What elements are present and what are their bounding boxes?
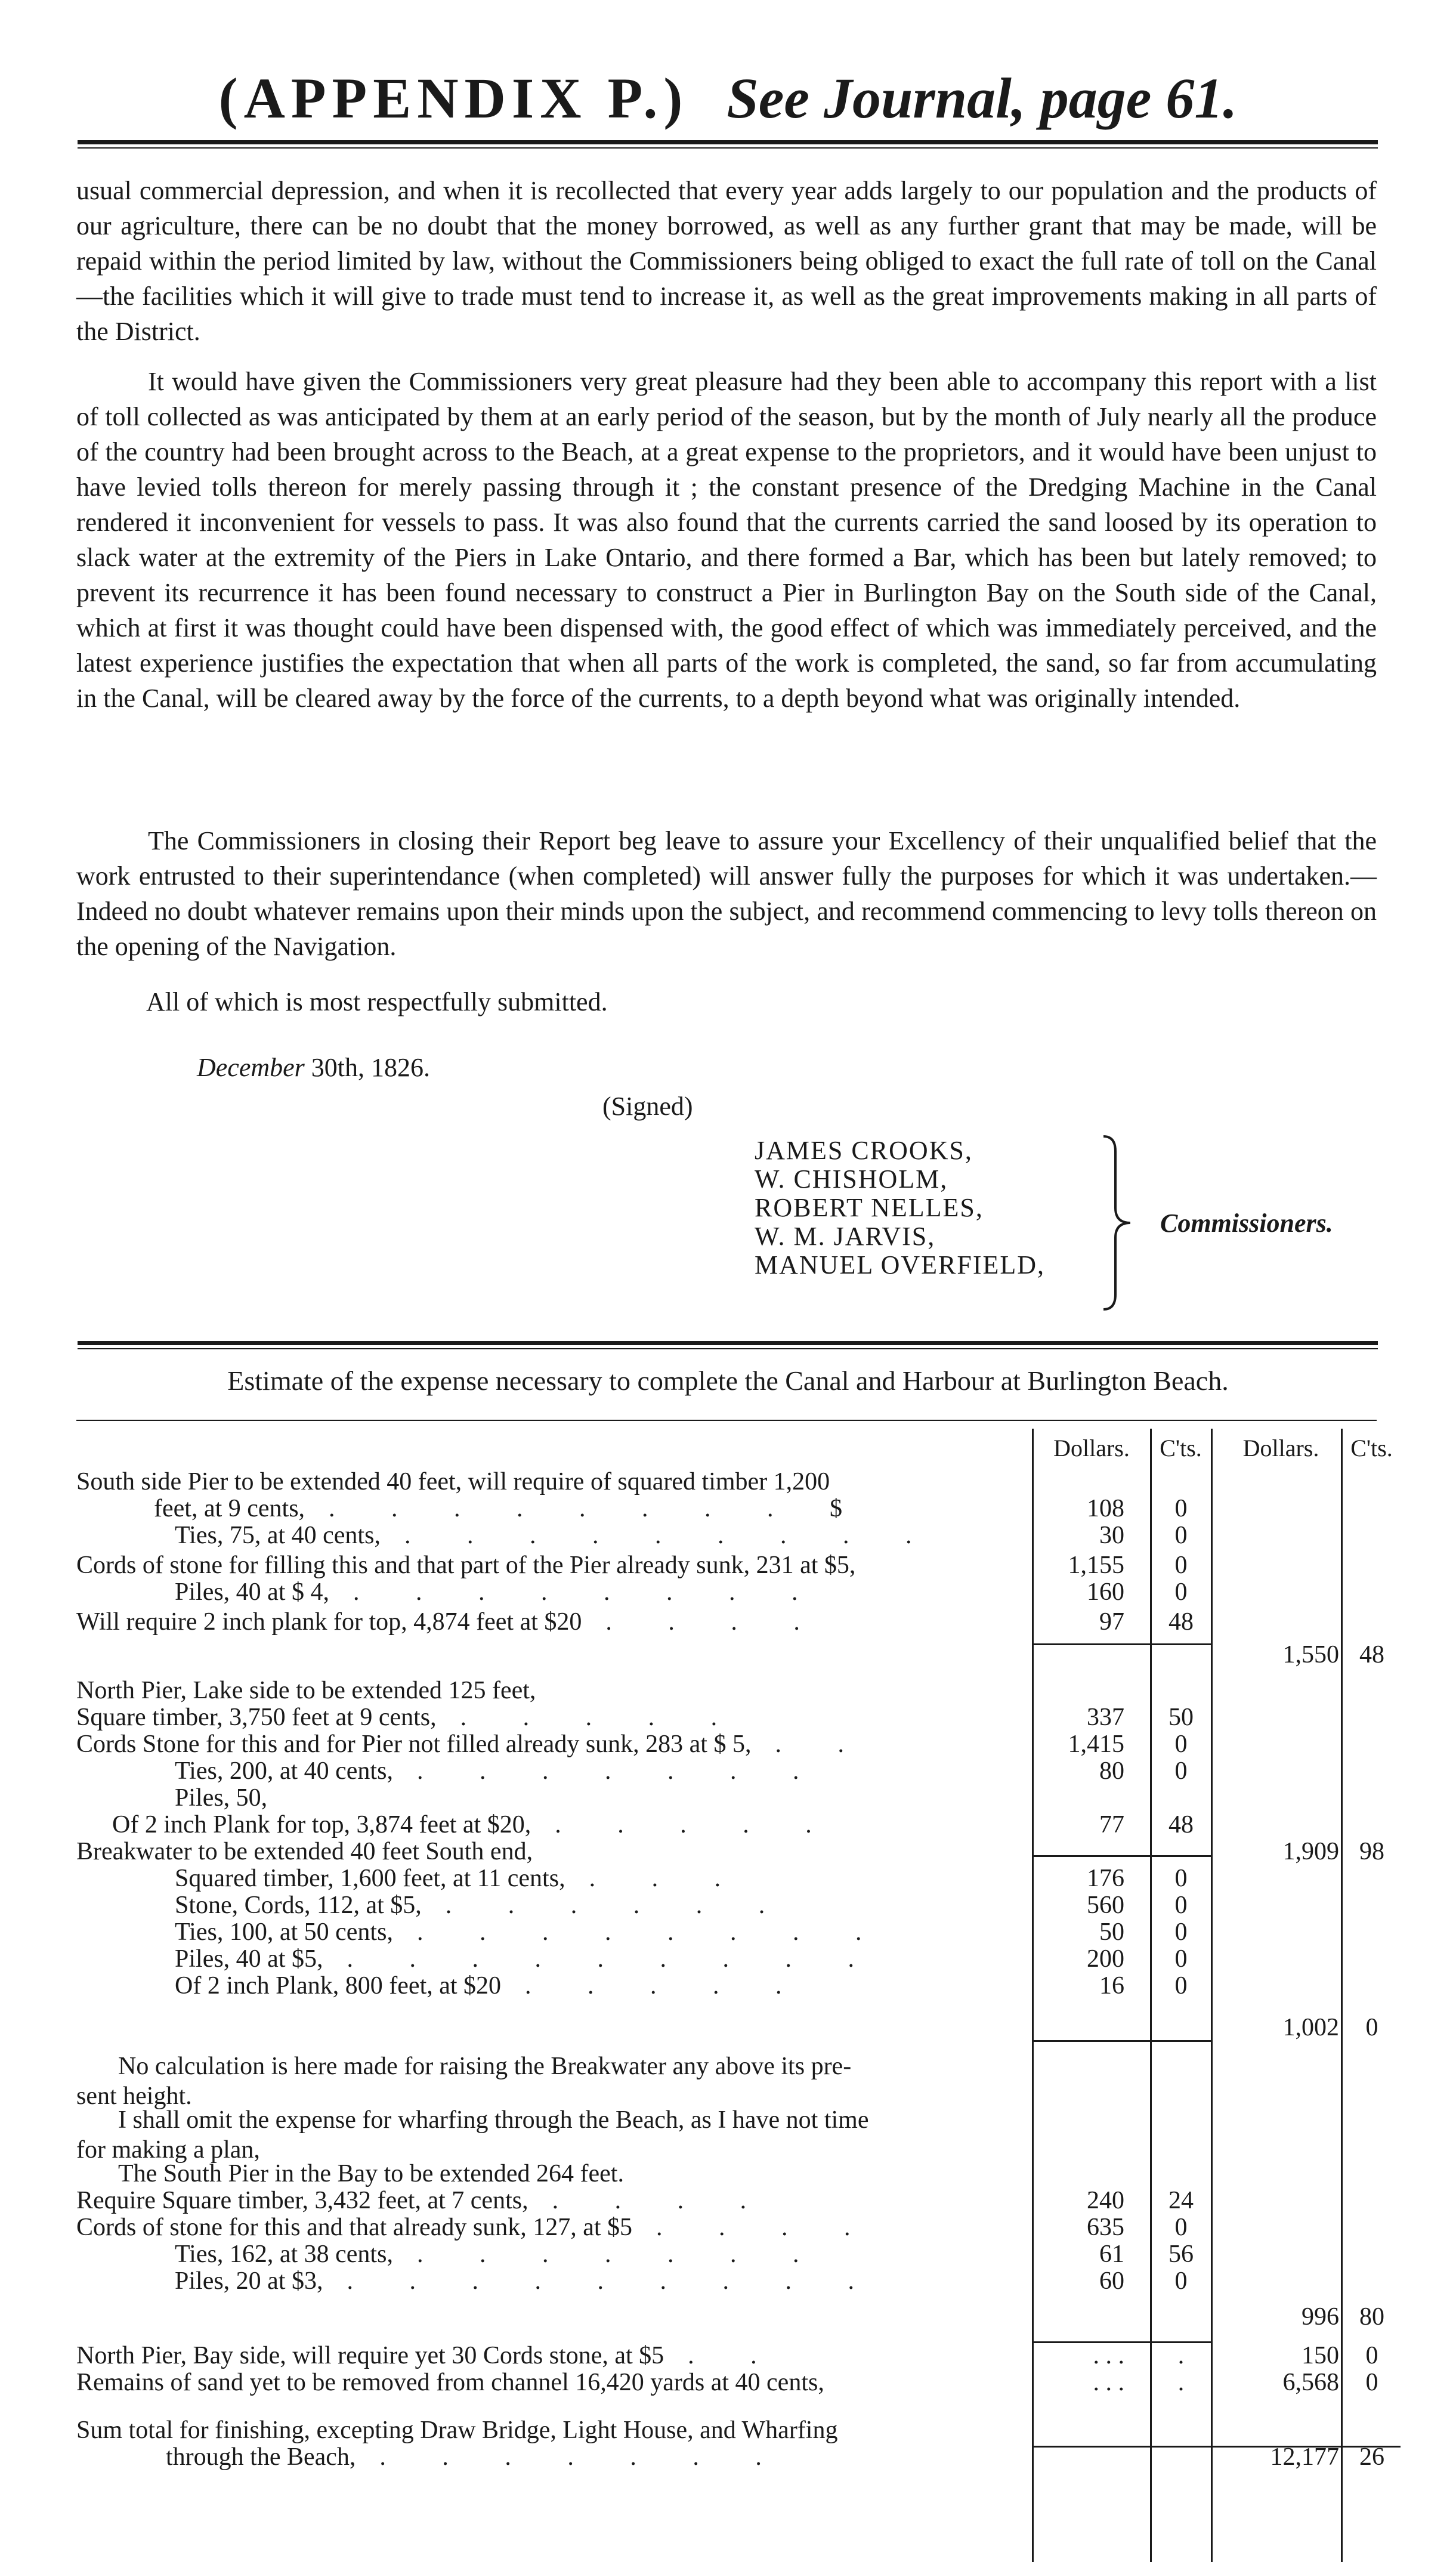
estimate-cell-dollars-1: 60: [1099, 2267, 1124, 2295]
estimate-cell-cents-2: 0: [1365, 2369, 1378, 2396]
estimate-cell-dollars-1: 80: [1099, 1757, 1124, 1785]
row-text: Sum total for finishing, excepting Draw Bridge, Light House, and Wharfing: [76, 2417, 838, 2444]
estimate-cell-cents-1: 0: [1174, 1945, 1188, 1973]
subtotal-rule: [1032, 1855, 1211, 1857]
estimate-cell-cents-1: 24: [1168, 2187, 1194, 2214]
estimate-row-description: [76, 1467, 1019, 1496]
estimate-cell-dollars-1: . . .: [1093, 2369, 1124, 2396]
estimate-cell-dollars-2: 12,177: [1270, 2443, 1339, 2471]
estimate-cell-cents-1: 0: [1174, 1865, 1188, 1892]
row-text: Of 2 inch Plank for top, 3,874 feet at $20,: [112, 1811, 531, 1838]
row-text: Cords of stone for this and that already sunk, 127, at $5: [76, 2214, 632, 2241]
paragraph-2: It would have given the Commissioners very great pleasure had they been able to accompany this report with a list of toll collected as was anticipated by them at an early period of the season, but by the month of July nearly all the produce of the country had been brought across to the Beach, at a great expense to the proprietors, and it would have been unjust to have levied tolls thereon for merely passing through it ; the constant presence of the Dredging Machine in the Canal rendered it inconvenient for vessels to pass. It was also found that the currents carried the sand loosed by its operation to slack water at the extremity of the Piers in Lake Ontario, and there formed a Bar, which has been but lately removed; to prevent its recurrence it has been found necessary to construct a Pier in Burlington Bay on the South side of the Canal, which at first it was thought could have been dispensed with, the good effect of which was immediately perceived, and the latest experience justifies the expectation that when all parts of the work is completed, the sand, so far from accumulating in the Canal, will be cleared away by the force of the currents, to a depth beyond what was originally intended.: [76, 367, 1377, 713]
leader-dots: . . . . . . .: [379, 2443, 787, 2471]
estimate-row-description: [76, 1608, 1019, 1636]
estimate-cell-cents-1: .: [1177, 2369, 1185, 2396]
estimate-cell-cents-2: 48: [1359, 1641, 1384, 1668]
estimate-row-description: [76, 2341, 1019, 2370]
estimate-row-description: [76, 1578, 1117, 1606]
column-header-dollars-2: Dollars.: [1242, 1435, 1319, 1461]
estimate-cell-cents-1: 0: [1174, 1918, 1188, 1946]
estimate-row-description: [76, 2368, 1019, 2397]
signed-label: (Signed): [602, 1092, 693, 1121]
estimate-cell-cents-1: 48: [1168, 1608, 1194, 1636]
estimate-cell-cents-1: 0: [1174, 1522, 1188, 1549]
column-divider: [1211, 1429, 1213, 2562]
row-text: for making a plan,: [76, 2136, 260, 2164]
estimate-cell-dollars-1: 61: [1099, 2241, 1124, 2268]
estimate-cell-cents-2: 0: [1365, 2014, 1378, 2041]
estimate-row-description: [76, 2106, 1061, 2134]
leader-dots: . . . .: [552, 2187, 772, 2214]
estimate-row-description: [76, 2267, 1117, 2295]
estimate-cell-dollars-1: 337: [1087, 1704, 1124, 1731]
row-text: Square timber, 3,750 feet at 9 cents,: [76, 1704, 437, 1731]
subtotal-rule: [1032, 1643, 1211, 1645]
row-text: Piles, 40 at $ 4,: [175, 1578, 329, 1606]
estimate-cell-cents-1: 50: [1168, 1704, 1194, 1731]
leader-dots: . . . . . .: [445, 1892, 790, 1919]
leader-dots: . . . . .: [525, 1972, 807, 2000]
row-text: Ties, 100, at 50 cents,: [175, 1918, 393, 1946]
estimate-row-description: [76, 1864, 1117, 1893]
signatories-list: [755, 1136, 1045, 1280]
row-text: sent height.: [76, 2082, 192, 2110]
signatory: ROBERT NELLES,: [755, 1193, 984, 1222]
signatory: JAMES CROOKS,: [755, 1136, 973, 1165]
row-text: Squared timber, 1,600 feet, at 11 cents,: [175, 1865, 565, 1892]
row-text: Piles, 20 at $3,: [175, 2267, 323, 2295]
appendix-title: (APPENDIX P.): [218, 66, 689, 130]
row-text: Cords Stone for this and for Pier not filled already sunk, 283 at $ 5,: [76, 1731, 752, 1758]
leader-dots: . . . . .: [555, 1811, 837, 1838]
estimate-cell-cents-1: 0: [1174, 2267, 1188, 2295]
estimate-title: Estimate of the expense necessary to complete the Canal and Harbour at Burlington Beach.: [227, 1365, 1229, 1396]
row-text: The South Pier in the Bay to be extended 264 feet.: [118, 2160, 624, 2187]
signatory: W. CHISHOLM,: [755, 1164, 948, 1194]
estimate-cell-dollars-1: 635: [1087, 2214, 1124, 2241]
estimate-row-description: [76, 1971, 1117, 2000]
header-rule-thin: [78, 147, 1378, 149]
leader-dots: . . . .: [605, 1608, 825, 1636]
estimate-cell-dollars-1: 108: [1087, 1495, 1124, 1522]
estimate-cell-dollars-2: 996: [1302, 2303, 1339, 2331]
estimate-rule-thin: [78, 1348, 1378, 1349]
report-date: [197, 1050, 430, 1085]
leader-dots: . .: [775, 1731, 869, 1758]
page-header: [0, 66, 1456, 131]
row-text: Ties, 162, at 38 cents,: [175, 2241, 393, 2268]
row-text: No calculation is here made for raising the Breakwater any above its pre-: [118, 2053, 852, 2080]
estimate-cell-dollars-2: 6,568: [1282, 2369, 1339, 2396]
row-text: Remains of sand yet to be removed from channel 16,420 yards at 40 cents,: [76, 2369, 824, 2396]
row-text: Ties, 200, at 40 cents,: [175, 1757, 393, 1785]
estimate-cell-cents-1: 0: [1174, 1757, 1188, 1785]
estimate-cell-dollars-1: 1,415: [1068, 1731, 1124, 1758]
row-text: Require Square timber, 3,432 feet, at 7 cents,: [76, 2187, 528, 2214]
estimate-row-description: [76, 2052, 1061, 2081]
leader-dots: . . . . . . . . .: [347, 2267, 879, 2295]
paragraph-3: The Commissioners in closing their Report beg leave to assure your Excellency of their unqualified belief that the work entrusted to their superintendance (when completed) will answer fully the purposes for which it was undertaken.—Indeed no doubt whatever remains upon their minds upon the subject, and recommend commencing to levy tolls thereon on the opening of the Navigation.: [76, 826, 1377, 961]
estimate-row-description: [76, 2240, 1117, 2269]
row-text: Will require 2 inch plank for top, 4,874 feet at $20: [76, 1608, 582, 1636]
estimate-cell-dollars-1: . . .: [1093, 2342, 1124, 2369]
estimate-cell-dollars-1: 50: [1099, 1918, 1124, 1946]
row-text: North Pier, Lake side to be extended 125 feet,: [76, 1677, 536, 1704]
row-text: Cords of stone for filling this and that part of the Pier already sunk, 231 at $5,: [76, 1552, 856, 1579]
paragraph-1: usual commercial depression, and when it is recollected that every year adds largely to our population and the products of our agriculture, there can be no doubt that the money borrowed, as well as any further grant that may be made, will be repaid within the period limited by law, without the Commissioners being obliged to exact the full rate of toll on the Canal—the facilities which it will give to trade must tend to increase it, as well as the great improvements making in all parts of the District.: [76, 176, 1377, 346]
estimate-cell-cents-1: 0: [1174, 1552, 1188, 1579]
estimate-cell-cents-1: 48: [1168, 1811, 1194, 1838]
row-text: Stone, Cords, 112, at $5,: [175, 1892, 422, 1919]
estimate-row-description: [76, 2213, 1019, 2242]
estimate-cell-cents-2: 26: [1359, 2443, 1384, 2471]
estimate-cell-cents-1: .: [1177, 2342, 1185, 2369]
row-text: I shall omit the expense for wharfing through the Beach, as I have not time: [118, 2106, 869, 2134]
estimate-cell-cents-1: 0: [1174, 1972, 1188, 2000]
estimate-rule-thick: [78, 1341, 1378, 1345]
header-rule-thick: [78, 140, 1378, 144]
signatories-brace: [1100, 1133, 1136, 1312]
date-rest: 30th, 1826.: [311, 1053, 431, 1082]
column-header-cents-1: C'ts.: [1160, 1435, 1202, 1461]
row-text: Of 2 inch Plank, 800 feet, at $20: [175, 1972, 502, 2000]
estimate-cell-dollars-2: 1,909: [1282, 1838, 1339, 1865]
estimate-cell-dollars-1: 16: [1099, 1972, 1124, 2000]
leader-dots: . . . . .: [460, 1704, 743, 1731]
leader-dots: . . . . . . .: [416, 2241, 824, 2268]
leader-dots: . . . . . . . .: [416, 1918, 887, 1946]
leader-dots: . . . . . . .: [416, 1757, 824, 1785]
estimate-row-description: [76, 1945, 1117, 1973]
estimate-cell-cents-1: 0: [1174, 1731, 1188, 1758]
leader-dots: . . . . . . . .: [353, 1578, 823, 1606]
estimate-row-description: [76, 2186, 1019, 2215]
signatory: W. M. JARVIS,: [755, 1222, 936, 1251]
estimate-row-description: [76, 1784, 1117, 1812]
row-text: North Pier, Bay side, will require yet 30 Cords stone, at $5: [76, 2342, 664, 2369]
estimate-cell-cents-2: 0: [1365, 2342, 1378, 2369]
commissioners-label: Commissioners.: [1160, 1209, 1333, 1238]
estimate-cell-dollars-1: 160: [1087, 1578, 1124, 1606]
estimate-cell-cents-1: 0: [1174, 1578, 1188, 1606]
estimate-row-description: [76, 1494, 1096, 1523]
estimate-row-description: [76, 1810, 1055, 1839]
row-text: feet, at 9 cents,: [154, 1495, 305, 1522]
column-divider: [1150, 1429, 1152, 2562]
estimate-cell-dollars-2: 150: [1302, 2342, 1339, 2369]
closing-line: All of which is most respectfully submitted.: [146, 987, 608, 1016]
leader-dots: . . . . . . . . .: [347, 1945, 879, 1973]
row-text: Ties, 75, at 40 cents,: [175, 1522, 381, 1549]
estimate-cell-dollars-2: 1,550: [1282, 1641, 1339, 1668]
estimate-cell-dollars-1: 176: [1087, 1865, 1124, 1892]
estimate-cell-cents-2: 80: [1359, 2303, 1384, 2331]
estimate-cell-cents-1: 0: [1174, 2214, 1188, 2241]
journal-reference: See Journal, page 61.: [727, 66, 1238, 130]
leader-dots: . . .: [589, 1865, 746, 1892]
row-text: South side Pier to be extended 40 feet, will require of squared timber 1,200: [76, 1468, 830, 1495]
estimate-cell-dollars-1: 1,155: [1068, 1552, 1124, 1579]
estimate-cell-dollars-1: 97: [1099, 1608, 1124, 1636]
estimate-cell-cents-1: 56: [1168, 2241, 1194, 2268]
row-text: Piles, 50,: [175, 1784, 268, 1812]
estimate-row-description: [76, 1730, 1019, 1759]
signatory: MANUEL OVERFIELD,: [755, 1250, 1045, 1280]
estimate-row-description: [76, 2443, 1108, 2471]
estimate-row-description: [76, 2159, 1061, 2188]
column-header-dollars-1: Dollars.: [1053, 1435, 1130, 1461]
estimate-cell-dollars-1: 560: [1087, 1892, 1124, 1919]
estimate-row-description: [76, 1521, 1117, 1550]
estimate-cell-cents-1: 0: [1174, 1892, 1188, 1919]
date-month: December: [197, 1053, 305, 1082]
column-divider: [1341, 1429, 1343, 2562]
leader-dots: . . . . . . . . $: [329, 1495, 868, 1522]
estimate-row-description: [76, 2416, 1019, 2445]
estimate-row-description: [76, 1837, 1019, 1866]
estimate-cell-dollars-1: 30: [1099, 1522, 1124, 1549]
row-text: Breakwater to be extended 40 feet South end,: [76, 1838, 533, 1865]
estimate-row-description: [76, 1551, 1019, 1580]
leader-dots: . . . . . . . . .: [404, 1522, 937, 1549]
estimate-cell-cents-1: 0: [1174, 1495, 1188, 1522]
row-text: through the Beach,: [166, 2443, 356, 2471]
estimate-row-description: [76, 1757, 1117, 1785]
estimate-cell-cents-2: 98: [1359, 1838, 1384, 1865]
leader-dots: . .: [688, 2342, 782, 2369]
subtotal-rule: [1032, 2040, 1211, 2042]
row-text: Piles, 40 at $5,: [175, 1945, 323, 1973]
estimate-cell-dollars-2: 1,002: [1282, 2014, 1339, 2041]
estimate-cell-dollars-1: 200: [1087, 1945, 1124, 1973]
estimate-row-description: [76, 1703, 1019, 1732]
estimate-cell-dollars-1: 77: [1099, 1811, 1124, 1838]
leader-dots: . . . .: [656, 2214, 876, 2241]
estimate-cell-dollars-1: 240: [1087, 2187, 1124, 2214]
estimate-title-rule: [76, 1420, 1377, 1421]
estimate-row-description: [76, 1676, 1019, 1705]
column-header-cents-2: C'ts.: [1350, 1435, 1393, 1461]
estimate-row-description: [76, 1891, 1117, 1920]
estimate-row-description: [76, 1918, 1117, 1946]
